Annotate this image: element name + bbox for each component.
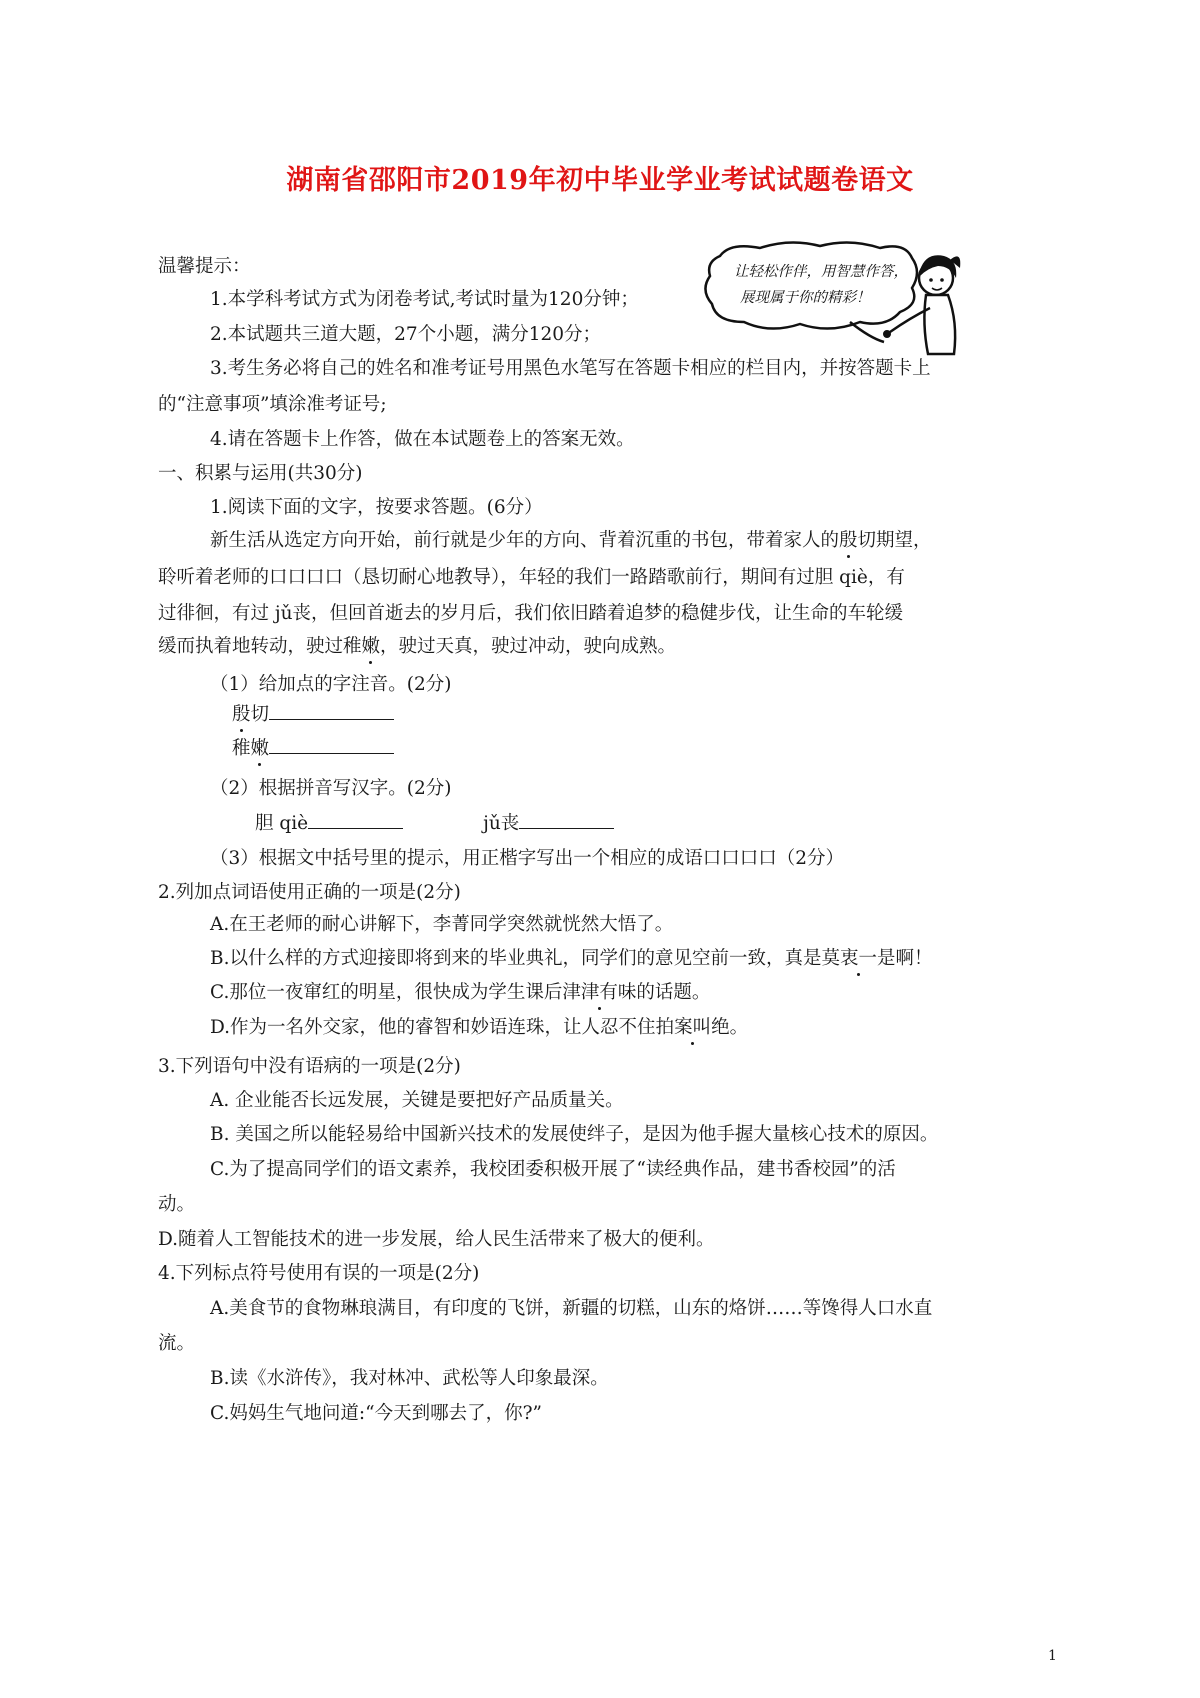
pinyin-item-2: 稚嫩 <box>232 738 394 760</box>
question-stem: 1.阅读下面的文字，按要求答题。(6分） <box>210 497 543 518</box>
page-title: 湖南省邵阳市2019年初中毕业学业考试试题卷语文 <box>286 165 914 196</box>
option-b: B. 美国之所以能轻易给中国新兴技术的发展使绊子，是因为他手握大量核心技术的原因。 <box>210 1124 939 1145</box>
hanzi-items: 胆 qiè jǔ丧 <box>255 813 614 835</box>
option-b: B.读《水浒传》，我对林冲、武松等人印象最深。 <box>210 1368 609 1389</box>
bubble-text-line1: 让轻松作伴，用智慧作答， <box>734 264 908 280</box>
option-a: A.在王老师的耐心讲解下，李菁同学突然就恍然大悟了。 <box>210 914 674 935</box>
option-c: C.为了提高同学们的语文素养，我校团委积极开展了“读经典作品，建书香校园”的活 <box>210 1159 896 1180</box>
option-d: D.随着人工智能技术的进一步发展，给人民生活带来了极大的便利。 <box>158 1229 715 1250</box>
dotted-char: 殷 <box>232 704 251 725</box>
pinyin-item-1: 殷切 <box>232 704 394 726</box>
dotted-char: 嫩 <box>361 636 381 657</box>
dotted-char: 殷 <box>839 530 858 551</box>
option-d: D.作为一名外交家，他的睿智和妙语连珠，让人忍不住拍案叫绝。 <box>210 1017 749 1038</box>
tip-item: 1.本学科考试方式为闭卷考试,考试时量为120分钟； <box>210 289 639 310</box>
answer-blank[interactable] <box>269 705 394 720</box>
sub-question: （3）根据文中括号里的提示，用正楷字写出一个相应的成语口口口口（2分） <box>210 848 845 869</box>
section-heading: 一、积累与运用(共30分) <box>158 463 363 484</box>
option-a: A. 企业能否长远发展，关键是要把好产品质量关。 <box>210 1090 624 1111</box>
dotted-word: 津津有味 <box>562 982 637 1003</box>
option-b: B.以什么样的方式迎接即将到来的毕业典礼，同学们的意见空前一致，真是莫衷一是啊！ <box>210 948 933 969</box>
answer-blank[interactable] <box>308 814 403 829</box>
question-stem: 3.下列语句中没有语病的一项是(2分) <box>158 1056 461 1077</box>
option-a: A.美食节的食物琳琅满目，有印度的飞饼，新疆的切糕，山东的烙饼……等馋得人口水直 <box>210 1298 933 1319</box>
question-stem: 2.列加点词语使用正确的一项是(2分) <box>158 882 461 903</box>
tip-item: 3.考生务必将自己的姓名和准考证号用黑色水笔写在答题卡相应的栏目内，并按答题卡上 <box>210 358 931 379</box>
sub-question: （2）根据拼音写汉字。(2分) <box>210 778 452 799</box>
answer-blank[interactable] <box>519 814 614 829</box>
option-c: C.妈妈生气地问道:“今天到哪去了，你?” <box>210 1403 542 1424</box>
passage-line: 过徘徊，有过 jǔ丧，但回首逝去的岁月后，我们依旧踏着追梦的稳健步伐，让生命的车轮缓 <box>158 603 904 624</box>
tip-item: 4.请在答题卡上作答，做在本试题卷上的答案无效。 <box>210 429 635 450</box>
passage-line: 缓而执着地转动，驶过稚嫩，驶过天真，驶过冲动，驶向成熟。 <box>158 636 677 657</box>
dotted-word: 莫衷一是 <box>821 948 896 969</box>
option-c-cont: 动。 <box>158 1194 196 1215</box>
option-c: C.那位一夜窜红的明星，很快成为学生课后津津有味的话题。 <box>210 982 711 1003</box>
dotted-char: 嫩 <box>250 738 270 759</box>
speech-bubble <box>705 242 917 328</box>
answer-blank[interactable] <box>269 739 394 754</box>
question-stem: 4.下列标点符号使用有误的一项是(2分) <box>158 1263 480 1284</box>
page-number: 1 <box>1048 1648 1057 1664</box>
dotted-word: 拍案叫绝 <box>655 1017 730 1038</box>
bubble-text-line2: 展现属于你的精彩！ <box>740 290 871 306</box>
tip-item: 2.本试题共三道大题，27个小题，满分120分； <box>210 324 602 345</box>
passage-line: 新生活从选定方向开始，前行就是少年的方向、背着沉重的书包，带着家人的殷切期望， <box>210 530 932 551</box>
sub-question: （1）给加点的字注音。(2分) <box>210 674 452 695</box>
cartoon-speech-bubble-illustration <box>700 238 962 356</box>
tip-item: 的“注意事项”填涂准考证号; <box>158 394 387 415</box>
passage-line: 聆听着老师的口口口口（恳切耐心地教导），年轻的我们一路踏歌前行，期间有过胆 qiè，有 <box>158 567 905 588</box>
tips-heading: 温馨提示： <box>158 256 251 277</box>
option-a-cont: 流。 <box>158 1333 196 1354</box>
